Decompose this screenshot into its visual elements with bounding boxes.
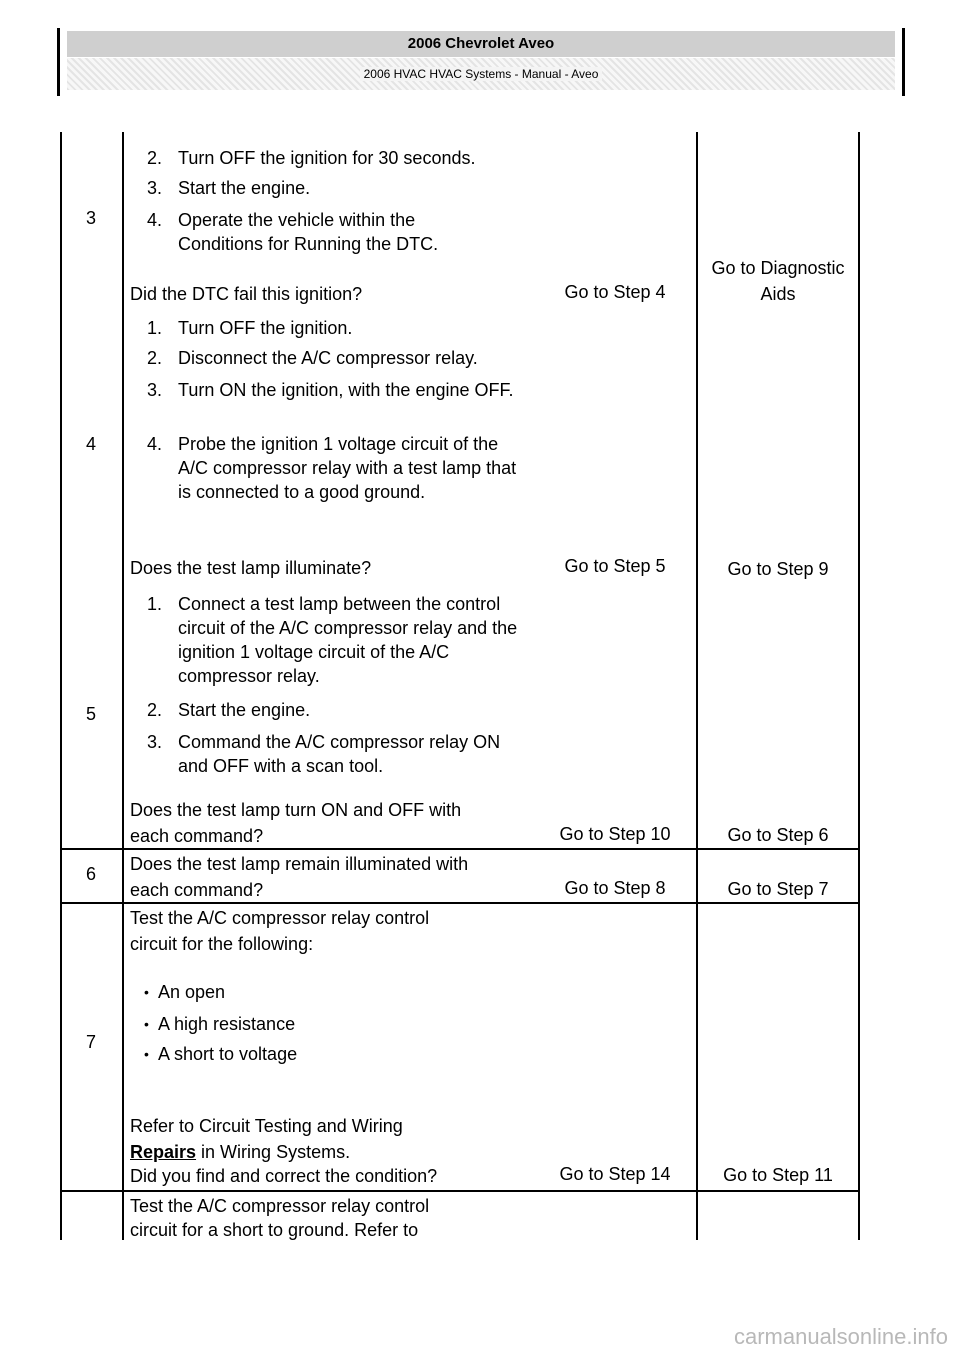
item-text: Turn ON the ignition, with the engine OFF. [178, 380, 514, 400]
step-intro-line-1: Test the A/C compressor relay control [130, 908, 430, 928]
item-text: Operate the vehicle within the Conditions for Running the DTC. [178, 210, 439, 254]
item-text: Command the A/C compressor relay ON and OFF with a scan tool. [178, 732, 501, 776]
yes-action: Go to Step 8 [564, 878, 666, 898]
row-divider-5-6 [60, 848, 860, 850]
list-item: • A short to voltage [158, 1042, 297, 1066]
step-intro-line-2: circuit for the following: [130, 934, 314, 954]
no-action: Go to Step 7 [727, 879, 829, 899]
item-text: Probe the ignition 1 voltage circuit of the A/C compressor relay with a test lamp that is connected to a good ground. [178, 434, 517, 502]
no-action: Go to Step 11 [723, 1165, 833, 1185]
yes-action: Go to Step 5 [564, 556, 666, 576]
no-action: Go to Step 9 [727, 559, 829, 579]
yes-action: Go to Step 14 [559, 1164, 671, 1184]
document-subtitle [67, 58, 895, 90]
step-number: 3 [85, 208, 96, 228]
item-number: 2. [147, 700, 163, 720]
document-title: 2006 Chevrolet Aveo [67, 31, 895, 57]
step-question: Did you find and correct the condition? [130, 1166, 438, 1186]
item-text: Turn OFF the ignition for 30 seconds. [178, 148, 476, 168]
item-number: 3. [147, 178, 163, 198]
step-question: Did the DTC fail this ignition? [130, 284, 363, 304]
step-number: 5 [85, 704, 96, 724]
step-number: 7 [85, 1032, 96, 1052]
item-number: 1. [147, 318, 163, 338]
step-question-line-2: each command? [130, 826, 264, 846]
item-text: Turn OFF the ignition. [178, 318, 353, 338]
step-question: Does the test lamp illuminate? [130, 558, 372, 578]
step-question-line-1: Does the test lamp turn ON and OFF with [130, 800, 462, 820]
reference-line-2 [130, 1140, 350, 1164]
item-text: Disconnect the A/C compressor relay. [178, 348, 478, 368]
step-question-line-1: Does the test lamp remain illuminated with [130, 854, 469, 874]
table-border-right [858, 132, 860, 1240]
no-action: Go to Diagnostic Aids [711, 258, 845, 304]
table-border-left [60, 132, 62, 1240]
item-text: Connect a test lamp between the control circuit of the A/C compressor relay and the ignition 1 voltage circuit of the A/C compressor relay. [178, 594, 518, 686]
document-subtitle-text: 2006 HVAC HVAC Systems - Manual - Aveo [360, 67, 603, 81]
row-divider-7-8 [60, 1190, 860, 1192]
step-intro-line-1: Test the A/C compressor relay control [130, 1196, 430, 1216]
item-number: 2. [147, 148, 163, 168]
step-number: 6 [85, 864, 96, 884]
no-action: Go to Step 6 [727, 825, 829, 845]
item-text: Start the engine. [178, 178, 311, 198]
reference-text: in Wiring Systems. [196, 1142, 351, 1162]
item-number: 4. [147, 434, 163, 454]
item-number: 4. [147, 210, 163, 230]
item-number: 3. [147, 732, 163, 752]
item-number: 2. [147, 348, 163, 368]
item-text: Start the engine. [178, 700, 311, 720]
reference-line-1: Refer to Circuit Testing and Wiring [130, 1116, 403, 1136]
item-number: 1. [147, 594, 163, 614]
list-item: • An open [158, 980, 225, 1004]
watermark: carmanualsonline.info [733, 1324, 948, 1349]
step-question-line-2: each command? [130, 880, 264, 900]
document-header [57, 28, 905, 96]
item-number: 3. [147, 380, 163, 400]
column-divider-step [122, 132, 124, 1240]
diagnostic-table [60, 132, 860, 1240]
yes-action: Go to Step 4 [564, 282, 666, 302]
step-intro-line-2: circuit for a short to ground. Refer to [130, 1220, 419, 1240]
yes-action: Go to Step 10 [559, 824, 671, 844]
list-item: • A high resistance [158, 1012, 295, 1036]
row-divider-6-7 [60, 902, 860, 904]
wiring-repairs-link[interactable]: Repairs [130, 1142, 197, 1162]
step-number: 4 [85, 434, 96, 454]
